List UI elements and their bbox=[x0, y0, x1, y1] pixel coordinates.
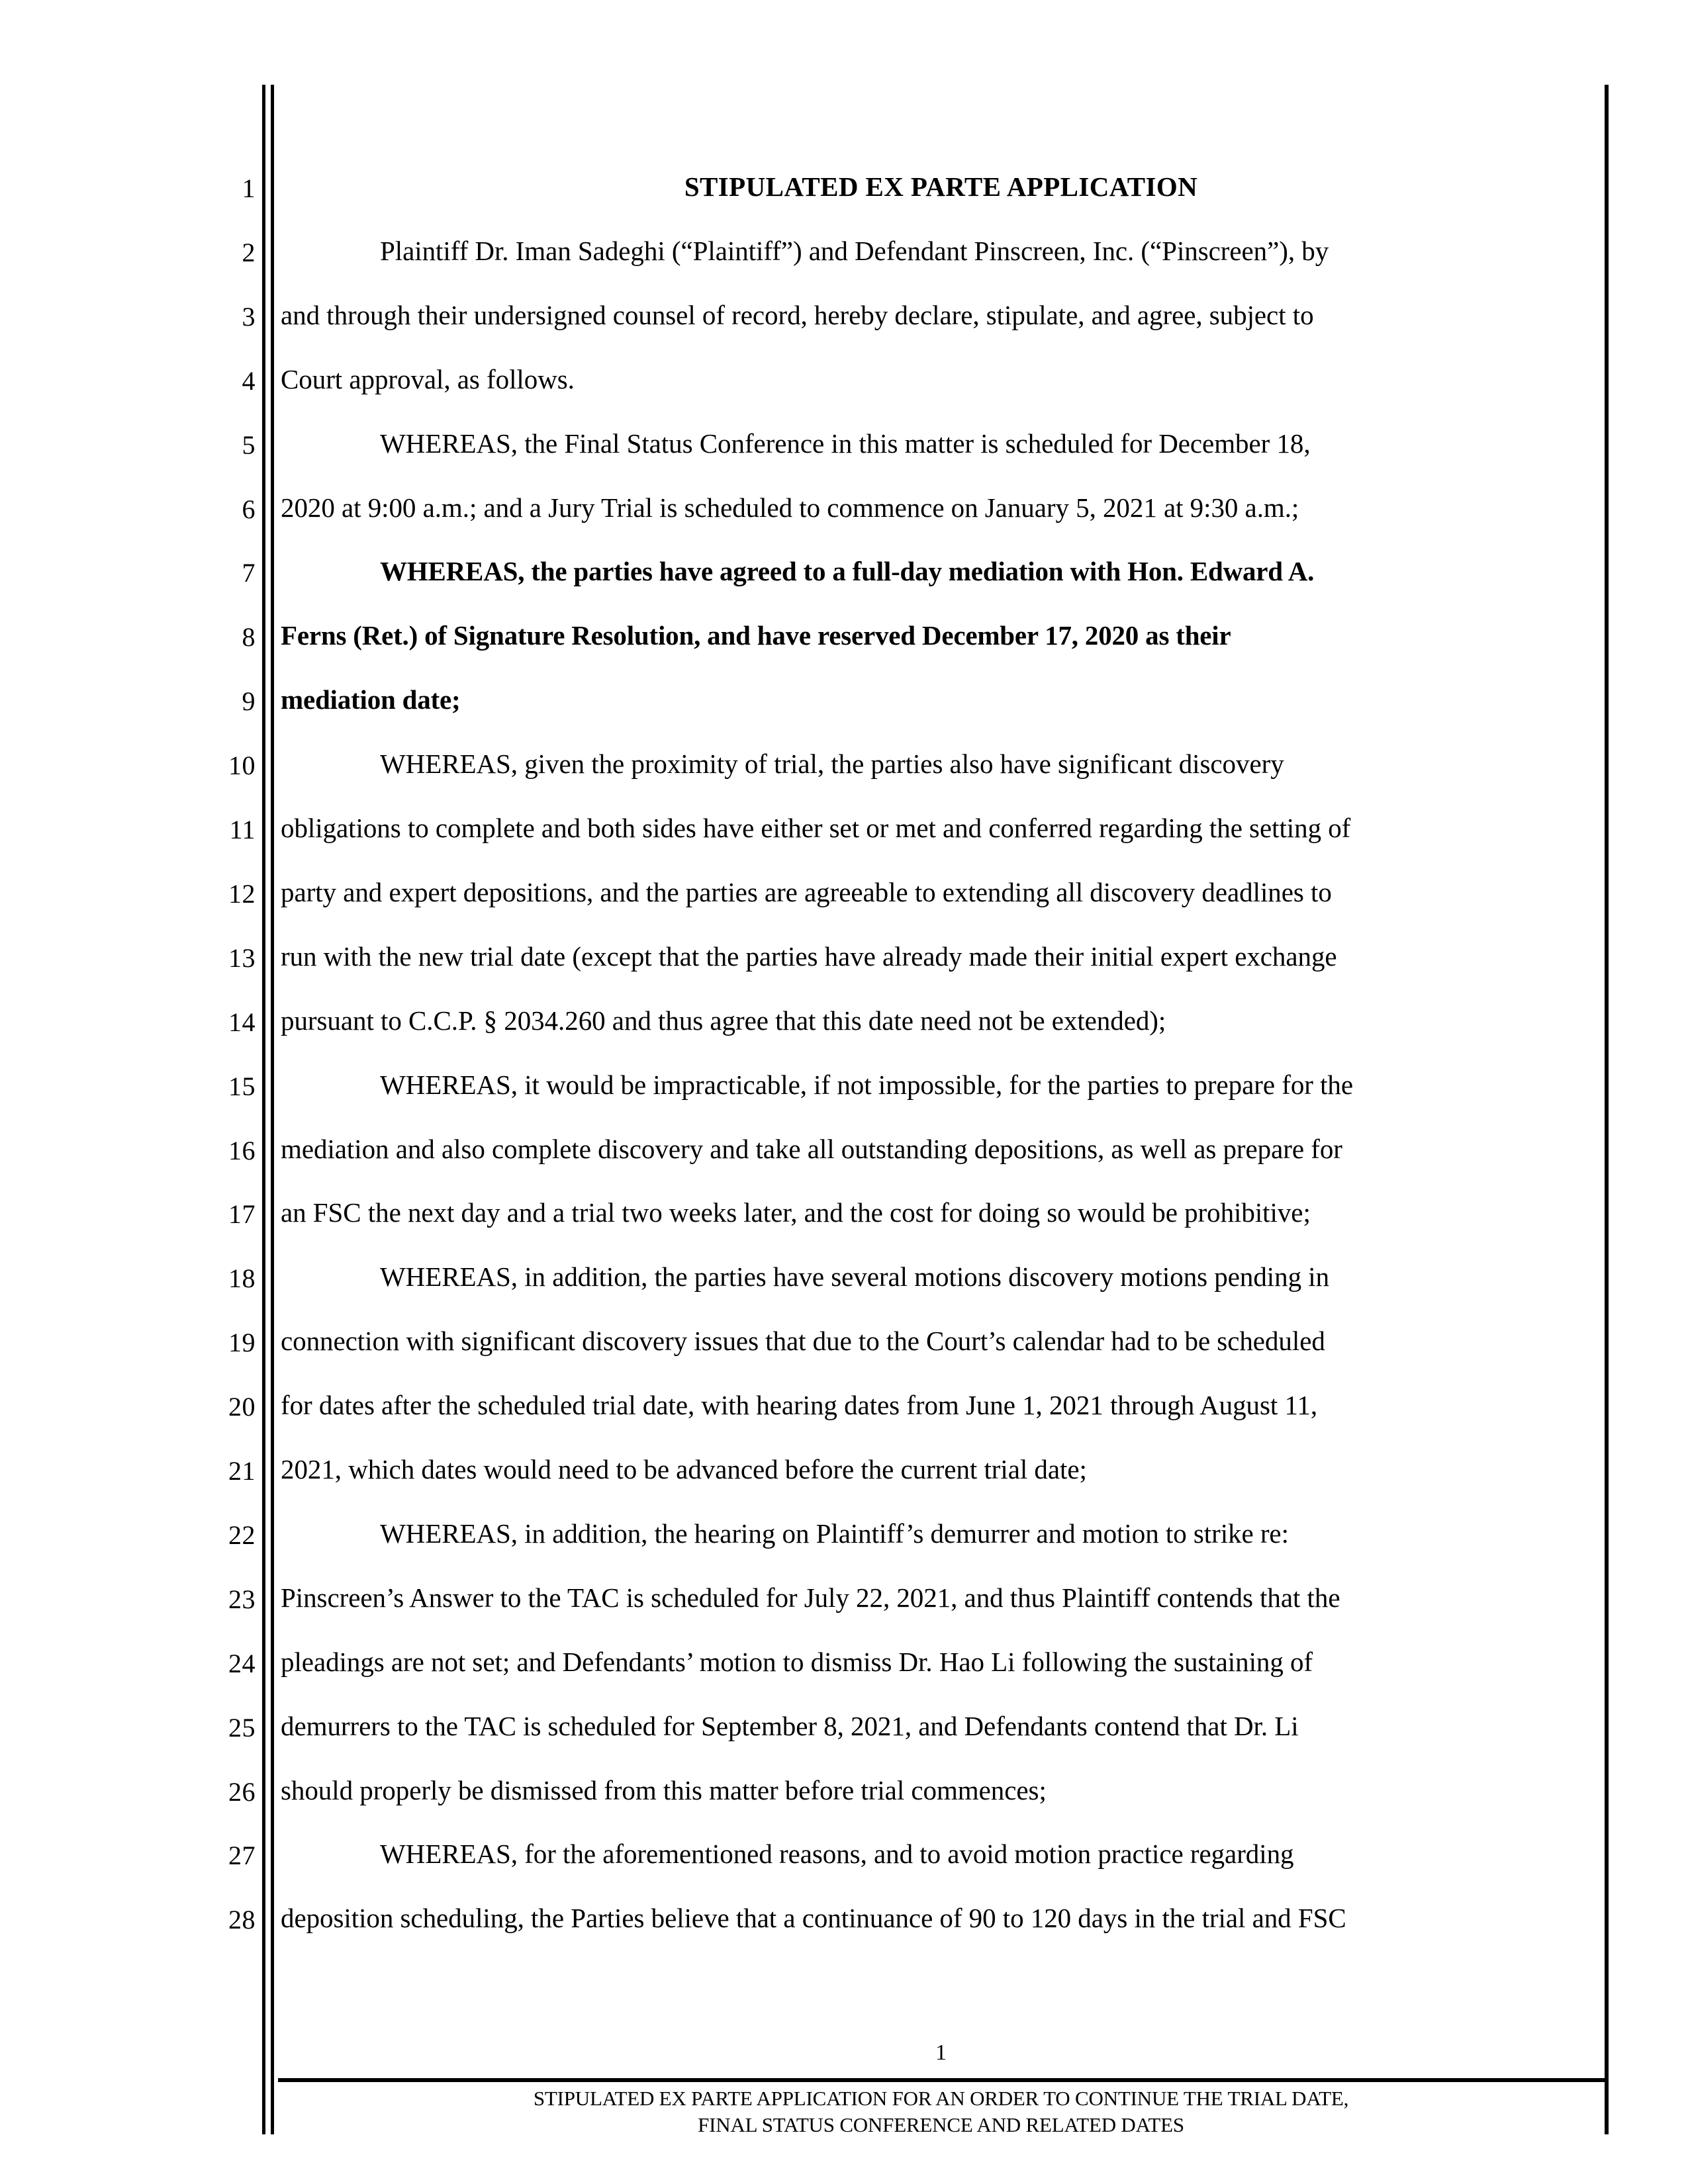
document-line: WHEREAS, in addition, the hearing on Plaintiff’s demurrer and motion to strike re: bbox=[380, 1518, 1289, 1549]
document-line: pursuant to C.C.P. § 2034.260 and thus agree that this date need not be extended); bbox=[281, 1005, 1166, 1036]
document-line: 2021, which dates would need to be advanced before the current trial date; bbox=[281, 1454, 1087, 1484]
line-number-gutter bbox=[0, 0, 256, 2184]
line-number: 22 bbox=[228, 1520, 256, 1550]
line-number: 16 bbox=[228, 1135, 256, 1165]
document-line: WHEREAS, given the proximity of trial, the parties also have significant discovery bbox=[380, 749, 1284, 780]
line-number: 21 bbox=[228, 1456, 256, 1486]
line-number: 8 bbox=[242, 622, 256, 653]
document-line: WHEREAS, in addition, the parties have several motions discovery motions pending in bbox=[380, 1261, 1330, 1293]
line-number: 27 bbox=[228, 1841, 256, 1871]
line-number: 18 bbox=[228, 1263, 256, 1294]
pleading-rule-right bbox=[1605, 85, 1609, 2134]
line-number: 1 bbox=[242, 173, 256, 203]
document-line: WHEREAS, the parties have agreed to a full-day mediation with Hon. Edward A. bbox=[380, 556, 1315, 587]
line-number: 26 bbox=[228, 1776, 256, 1807]
line-number: 14 bbox=[228, 1007, 256, 1037]
line-number: 4 bbox=[242, 365, 256, 396]
line-number: 9 bbox=[242, 686, 256, 717]
line-number: 24 bbox=[228, 1648, 256, 1678]
document-line: deposition scheduling, the Parties believe that a continuance of 90 to 120 days in the trial and FSC bbox=[281, 1903, 1346, 1934]
document-line: 2020 at 9:00 a.m.; and a Jury Trial is scheduled to commence on January 5, 2021 at 9:30 a.m.; bbox=[281, 492, 1299, 523]
line-number: 17 bbox=[228, 1199, 256, 1230]
document-line: WHEREAS, for the aforementioned reasons, and to avoid motion practice regarding bbox=[380, 1839, 1294, 1870]
document-line: connection with significant discovery issues that due to the Court’s calendar had to be scheduled bbox=[281, 1326, 1325, 1357]
document-line: obligations to complete and both sides have either set or met and conferred regarding the setting of bbox=[281, 813, 1351, 843]
document-line: mediation date; bbox=[281, 684, 461, 715]
document-line: Pinscreen’s Answer to the TAC is scheduled for July 22, 2021, and thus Plaintiff contends that the bbox=[281, 1582, 1340, 1613]
footer-divider bbox=[278, 2078, 1605, 2082]
document-line: Court approval, as follows. bbox=[281, 363, 575, 394]
line-number: 23 bbox=[228, 1584, 256, 1614]
page-number: 1 bbox=[935, 2040, 947, 2065]
line-number: 13 bbox=[228, 942, 256, 973]
line-number: 20 bbox=[228, 1392, 256, 1422]
line-number: 19 bbox=[228, 1328, 256, 1358]
document-line: demurrers to the TAC is scheduled for September 8, 2021, and Defendants contend that Dr. Li bbox=[281, 1710, 1299, 1741]
line-number: 28 bbox=[228, 1905, 256, 1935]
document-line: mediation and also complete discovery and take all outstanding depositions, as well as prepare for bbox=[281, 1133, 1342, 1164]
document-line: and through their undersigned counsel of record, hereby declare, stipulate, and agree, subject to bbox=[281, 299, 1314, 330]
line-number: 2 bbox=[242, 237, 256, 267]
line-number: 15 bbox=[228, 1071, 256, 1101]
pleading-rule-left-inner bbox=[271, 85, 274, 2134]
document-title: STIPULATED EX PARTE APPLICATION bbox=[684, 171, 1198, 202]
line-number: 12 bbox=[228, 878, 256, 909]
document-line: for dates after the scheduled trial date, with hearing dates from June 1, 2021 through August 11, bbox=[281, 1390, 1318, 1421]
document-line: an FSC the next day and a trial two weeks later, and the cost for doing so would be prohibitive; bbox=[281, 1197, 1311, 1228]
line-number: 11 bbox=[229, 815, 256, 844]
footer-line-1: STIPULATED EX PARTE APPLICATION FOR AN ORDER TO CONTINUE THE TRIAL DATE, bbox=[533, 2087, 1349, 2110]
document-line: Ferns (Ret.) of Signature Resolution, and have reserved December 17, 2020 as their bbox=[281, 620, 1231, 651]
document-line: run with the new trial date (except that the parties have already made their initial expert exchange bbox=[281, 940, 1337, 972]
footer-line-2: FINAL STATUS CONFERENCE AND RELATED DATES bbox=[698, 2113, 1184, 2136]
line-number: 10 bbox=[228, 751, 256, 781]
document-line: party and expert depositions, and the parties are agreeable to extending all discovery deadlines to bbox=[281, 876, 1332, 907]
document-line: WHEREAS, it would be impracticable, if not impossible, for the parties to prepare for the bbox=[380, 1069, 1354, 1100]
pleading-rule-left-outer bbox=[262, 85, 265, 2134]
line-number: 3 bbox=[242, 301, 256, 332]
line-number: 25 bbox=[228, 1712, 256, 1743]
line-number: 5 bbox=[242, 430, 256, 460]
document-line: Plaintiff Dr. Iman Sadeghi (“Plaintiff”) and Defendant Pinscreen, Inc. (“Pinscreen”), by bbox=[380, 235, 1329, 266]
document-line: pleadings are not set; and Defendants’ motion to dismiss Dr. Hao Li following the sustaining of bbox=[281, 1646, 1313, 1677]
line-number: 6 bbox=[242, 494, 256, 524]
line-number: 7 bbox=[242, 558, 256, 588]
document-line: WHEREAS, the Final Status Conference in this matter is scheduled for December 18, bbox=[380, 428, 1311, 459]
document-line: should properly be dismissed from this matter before trial commences; bbox=[281, 1774, 1047, 1805]
